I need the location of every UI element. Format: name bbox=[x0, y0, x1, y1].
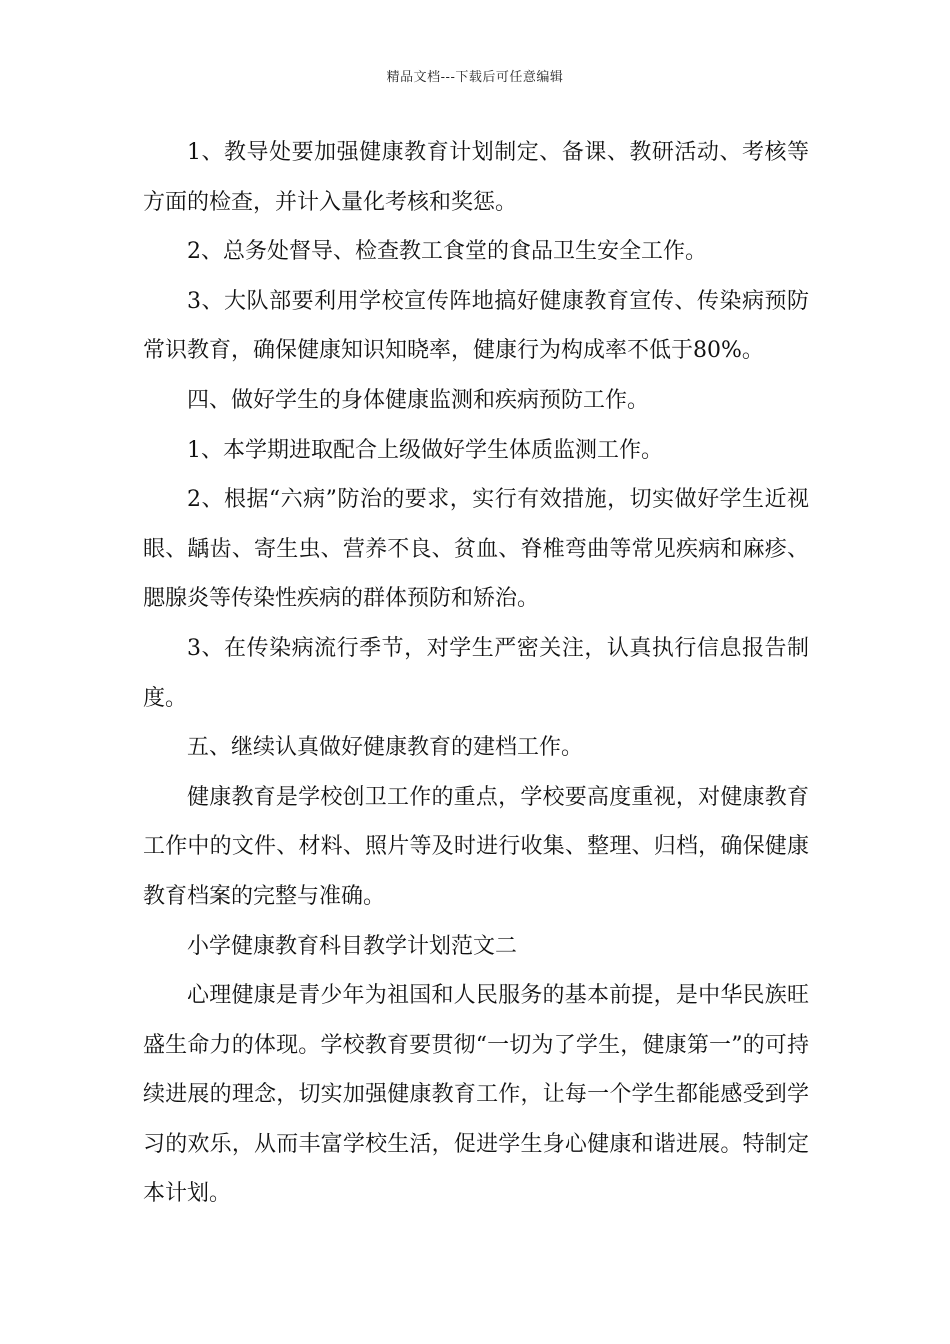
page-header: 精品文档---下载后可任意编辑 bbox=[386, 70, 564, 85]
paragraph-1: 1、教导处要加强健康教育计划制定、备课、教研活动、考核等方面的检查，并计入量化考核和奖惩。 bbox=[143, 140, 809, 215]
section-heading-4: 四、做好学生的身体健康监测和疾病预防工作。 bbox=[187, 387, 650, 413]
paragraph-9: 健康教育是学校创卫工作的重点，学校要高度重视，对健康教育工作中的文件、材料、照片等及时进行收集、整理、归档，确保健康教育档案的完整与准确。 bbox=[143, 784, 809, 909]
paragraph-5: 1、本学期进取配合上级做好学生体质监测工作。 bbox=[187, 437, 663, 463]
article-title-2: 小学健康教育科目教学计划范文二 bbox=[187, 933, 518, 959]
section-heading-5: 五、继续认真做好健康教育的建档工作。 bbox=[187, 735, 584, 761]
paragraph-11: 心理健康是青少年为祖国和人民服务的基本前提，是中华民族旺盛生命力的体现。学校教育要贯彻“一切为了学生，健康第一”的可持续进展的理念，切实加强健康教育工作，让每一个学生都能感受到学习的欢乐，从而丰富学校生活，促进学生身心健康和谐进展。特制定本计划。 bbox=[143, 983, 809, 1207]
paragraph-7: 3、在传染病流行季节，对学生严密关注，认真执行信息报告制度。 bbox=[143, 635, 809, 711]
paragraph-6: 2、根据“六病”防治的要求，实行有效措施，切实做好学生近视眼、龋齿、寄生虫、营养不良、贫血、脊椎弯曲等常见疾病和麻疹、腮腺炎等传染性疾病的群体预防和矫治。 bbox=[143, 487, 809, 612]
document-body bbox=[143, 128, 809, 1219]
paragraph-2: 2、总务处督导、检查教工食堂的食品卫生安全工作。 bbox=[187, 239, 707, 265]
paragraph-3: 3、大队部要利用学校宣传阵地搞好健康教育宣传、传染病预防常识教育，确保健康知识知晓率，健康行为构成率不低于80%。 bbox=[143, 288, 809, 364]
